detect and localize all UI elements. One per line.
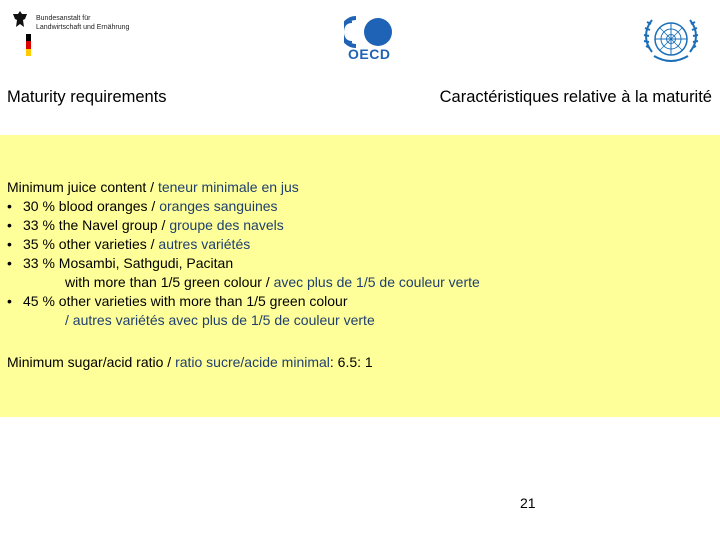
un-globe-icon (640, 12, 702, 68)
item-cont-fr: avec plus de 1/5 de couleur verte (273, 274, 480, 290)
item-fr: autres variétés (158, 236, 251, 252)
sugar-value: : 6.5: 1 (329, 354, 373, 370)
item-en: 30 % blood oranges / (23, 198, 160, 214)
item-cont-fr: / autres variétés avec plus de 1/5 de couleur verte (65, 312, 375, 328)
oecd-logo (344, 12, 400, 64)
list-item (7, 197, 480, 216)
un-emblem (640, 12, 702, 68)
list-item (7, 254, 480, 273)
ministry-logo-line-1: Bundesanstalt für (36, 15, 91, 22)
list-item-continuation (7, 273, 480, 292)
flag-bars (26, 34, 31, 56)
sugar-en: Minimum sugar/acid ratio / (7, 354, 176, 370)
bullet: • (7, 217, 12, 233)
juice-heading-en: Minimum juice content / (7, 179, 158, 195)
bullet: • (7, 236, 12, 252)
eagle-icon (12, 10, 28, 30)
juice-heading (7, 178, 480, 197)
item-en: 33 % Mosambi, Sathgudi, Pacitan (23, 255, 234, 271)
list-item-continuation (7, 311, 480, 330)
title-french: Caractéristiques relative à la maturité (439, 88, 712, 106)
page-number: 21 (520, 495, 536, 511)
list-item (7, 235, 480, 254)
title-english: Maturity requirements (7, 88, 167, 106)
juice-heading-fr: teneur minimale en jus (157, 179, 299, 195)
item-cont-en: with more than 1/5 green colour / (65, 274, 274, 290)
list-item (7, 292, 480, 311)
ministry-logo (8, 8, 138, 56)
bullet: • (7, 293, 12, 309)
maturity-content (7, 178, 480, 372)
item-en: 45 % other varieties with more than 1/5 green colour (23, 293, 348, 309)
item-en: 33 % the Navel group / (23, 217, 170, 233)
bullet: • (7, 198, 12, 214)
bullet: • (7, 255, 12, 271)
oecd-logo-text: OECD (348, 46, 391, 62)
item-en: 35 % other varieties / (23, 236, 159, 252)
sugar-acid-ratio (7, 353, 480, 372)
ministry-logo-line-2: Landwirtschaft und Ernährung (36, 23, 130, 31)
list-item (7, 216, 480, 235)
sugar-fr: ratio sucre/acide minimal (175, 354, 330, 370)
item-fr: oranges sanguines (159, 198, 278, 214)
item-fr: groupe des navels (169, 217, 284, 233)
